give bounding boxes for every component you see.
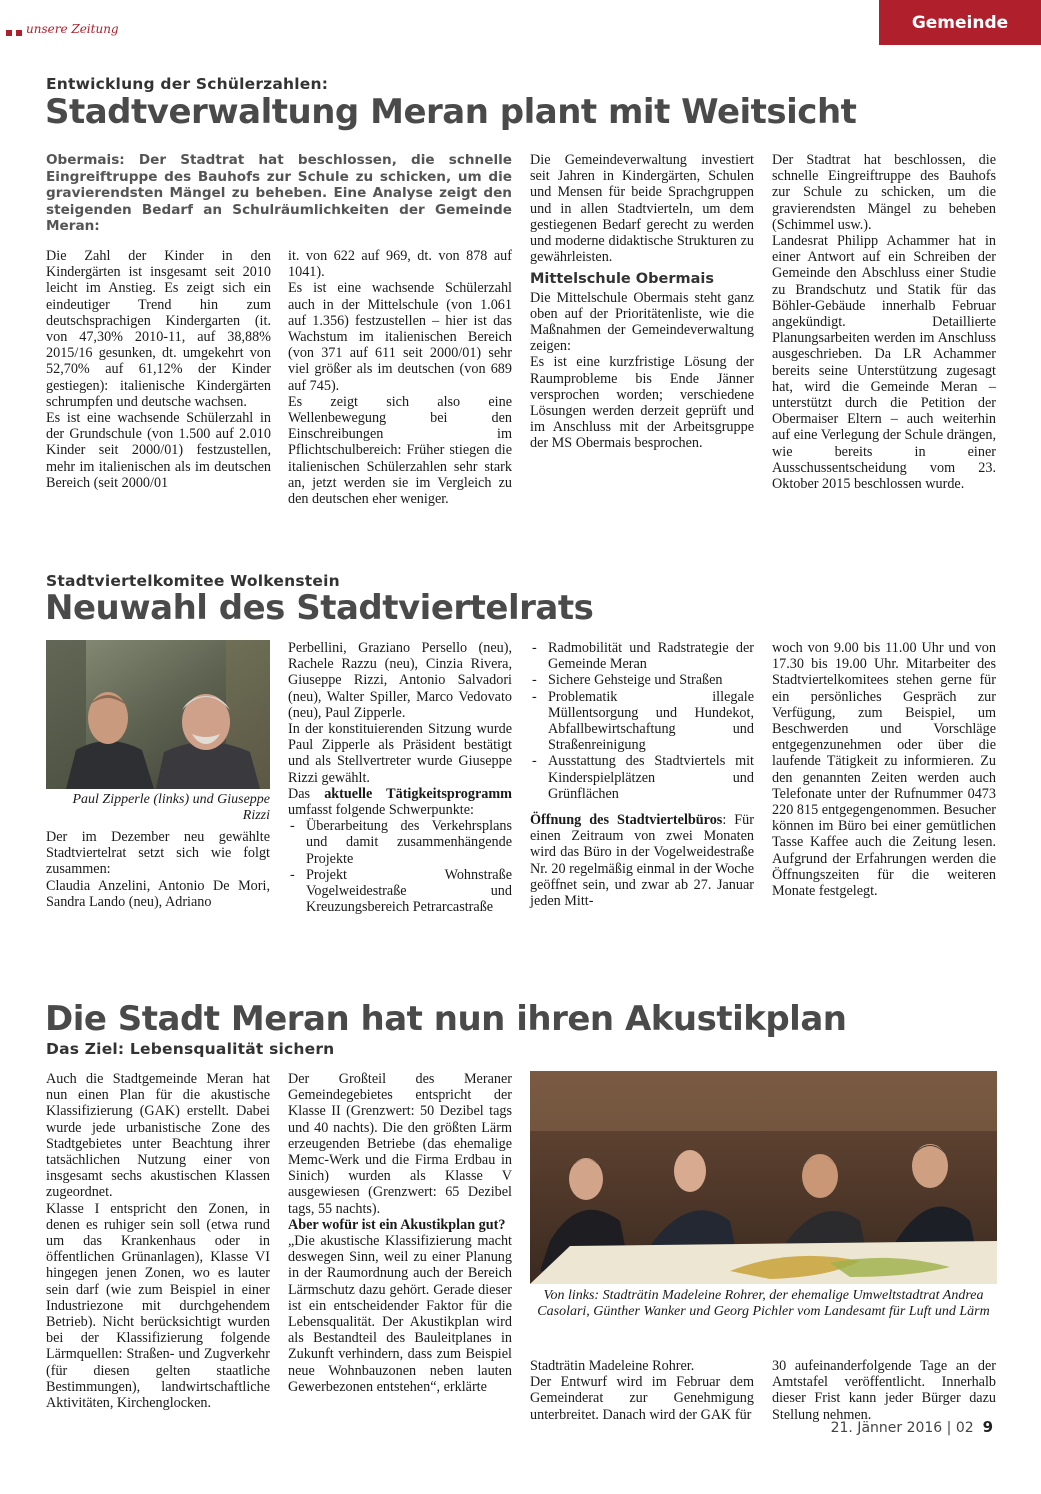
article3-col4 [772,1358,996,1423]
photo-illustration [46,640,270,789]
article2-kicker: Stadtviertelkomitee Wolkenstein [46,572,340,590]
article1-col1 [46,248,271,491]
paragraph: Es ist eine kurzfristige Lösung der Raumprobleme bis Ende Jänner versprochen worden; verschiedene Lösungen werden derzeit geprüft und im Anschluss mit der Arbeitsgruppe der MS Obermais besprochen. [530,354,754,452]
text: : Für einen Zeitraum von zwei Monaten wird das Büro in der Vogelweidestraße Nr. 20 regelmäßig einmal in der Woche geöffnet sein, und zwar ab 27. Januar jeden Mitt- [530,812,755,910]
paragraph: Die Zahl der Kinder in den Kindergärten ist insgesamt seit 2010 leicht im Anstieg. Es zeigt sich ein eindeutiger Trend hin zum deutschsprachigen Kindergarten (it. von 47,30% 2010-11, auf 38,88% 2015/16 gesunken, dt. umgekehrt von 52,70% auf 61,12% der Kinder gestiegen): italienische Kindergärten schrumpfen und deutsche wachsen. [46,248,271,410]
list-item: - Ausstattung des Stadtviertels mit Kinderspielplätzen und Grünflächen [530,753,754,802]
paragraph: „Die akustische Klassifizierung macht deswegen Sinn, weil zu einer Planung in der Raumordnung auch der Bereich Lärmschutz dazu gehört. Gerade dieser ist ein entscheidender Faktor für die Lebensqualität. Der Akustikplan wird als Bestandteil des Bauleitplanes in Zukunft verhindern, dass zum Beispiel neue Wohnbauzonen neben lauten Gewerbezonen entstehen“, erklärte [288,1233,512,1395]
photo-two-men [46,640,270,789]
page-number: 9 [982,1418,993,1436]
article2-photo-caption: Paul Zipperle (links) und Giuseppe Rizzi [72,792,270,823]
paragraph: Landesrat Philipp Achammer hat in einer Antwort auf ein Schreiben der Gemeinde den Abschluss einer Studie zu Brandschutz und Statik für das Böhler-Gebäude innerhalb Februar angekündigt. Detaillierte Planungsarbeiten werden im Anschluss ausgeschrieben. Da LR Achammer bereits seine Unterstützung zugesagt hat, wird die Gemeinde Meran – unterstützt durch die Petition der Obermaiser Eltern – auch weiterhin auf eine Verlegung der Schule drängen, wie bereits in einer Ausschussentscheidung vom 23. Oktober 2015 beschlossen wurde. [772,233,996,493]
paragraph: it. von 622 auf 969, dt. von 878 auf 1041). [288,248,512,281]
article2-headline: Neuwahl des Stadtviertelrats [45,588,594,628]
paragraph: Der Entwurf wird im Februar dem Gemeinderat zur Genehmigung unterbreitet. Danach wird der GAK für [530,1374,754,1423]
paragraph: Der Großteil des Meraner Gemeindegebietes entspricht der Klasse II (Grenzwert: 50 Dezibel tags und 40 nachts). Die den größten Lärm erzeugenden Betriebe (das ehemalige Memc-Werk und die Firma Erdbau in Sinich) wurden als Klasse V ausgewiesen (Grenzwert: 65 Dezibel tags, 55 nachts). [288,1071,512,1217]
list-item: - Problematik illegale Müllentsorgung und Hundekot, Abfallbewirtschaftung und Straßenreinigung [530,689,754,754]
page-footer [831,1418,993,1436]
header-mark-icon [6,30,12,36]
paragraph: Der im Dezember neu gewählte Stadtviertelrat setzt sich wie folgt zusammen: [46,829,270,878]
paragraph: Stadträtin Madeleine Rohrer. [530,1358,695,1374]
list-item: - Radmobilität und Radstrategie der Gemeinde Meran [530,640,754,672]
article3-kicker: Das Ziel: Lebensqualität sichern [46,1040,335,1058]
article3-headline: Die Stadt Meran hat nun ihren Akustikplan [45,999,847,1039]
article3-col2 [288,1071,512,1395]
text: Das [288,785,325,802]
paragraph: Die Mittelschule Obermais steht ganz oben auf der Prioritätenliste, wie die Maßnahmen der Gemeindeverwaltung zeigen: [530,289,754,355]
photo-illustration [530,1071,997,1284]
publication-name: unsere Zeitung [26,22,119,36]
program-list [288,818,512,915]
article2-col4 [772,640,996,899]
bold-text: Öffnung des Stadtviertelbüros [530,812,723,829]
paragraph: In der konstituierenden Sitzung wurde Paul Zipperle als Präsident bestätigt und als Stellvertreter wurde Giuseppe Rizzi gewählt. [288,721,512,786]
paragraph [530,812,754,909]
article2-col3 [530,640,754,909]
photo-press-conference [530,1071,997,1284]
subhead: Aber wofür ist ein Akustikplan gut? [288,1216,506,1233]
paragraph: Es zeigt sich also eine Wellenbewegung bei den Einschreibungen im Pflichtschulbereich: Früher stiegen die italienischen Schülerzahlen sehr stark an, jetzt werden sie im Vergleich zu den deutschen eher weniger. [288,393,512,508]
paragraph: 30 aufeinanderfolgende Tage an der Amtstafel veröffentlicht. Innerhalb dieser Frist kann jeder Bürger dazu Stellung nehmen. [772,1358,996,1423]
paragraph [288,786,512,818]
paragraph: woch von 9.00 bis 11.00 Uhr und von 17.30 bis 19.00 Uhr. Mitarbeiter des Stadtviertelkomitees stehen gerne für ein persönliches Gespräch zur Verfügung, zum Beispiel, um Beschwerden und Vorschläge entgegenzunehmen oder über die laufende Tätigkeit zu informieren. Zu den genannten Zeiten werden auch Telefonate unter der Rufnummer 0473 220 815 entgegengenommen. Besucher können im Büro bei einer gemütlichen Tasse Kaffee auch die Zeitung lesen. Aufgrund der Erfahrungen werden die Öffnungszeiten für die weiteren Monate festgelegt. [772,640,996,900]
paragraph: Auch die Stadtgemeinde Meran hat nun einen Plan für die akustische Klassifizierung (GAK) erstellt. Dabei wurde jede urbanistische Zone des Stadtgebietes unter Beachtung ihrer tatsächlichen Nutzung einer von insgesamt sechs akustischen Klassen zugeordnet. [46,1071,270,1201]
article3-photo-caption: Von links: Stadträtin Madeleine Rohrer, der ehemalige Umweltstadtrat Andrea Casolari, Günther Wanker und Georg Pichler vom Landesamt für Luft und Lärm [537,1288,990,1319]
list-item: - Projekt Wohnstraße Vogelweidestraße und Kreuzungsbereich Petrarcastraße [288,867,512,916]
article1-col4 [772,152,996,492]
article1-lead: Obermais: Der Stadtrat hat beschlossen, die schnelle Eingreiftruppe des Bauhofs zur Schule zu schicken, um die gravierendsten Mängel zu beheben. Eine Analyse zeigt den steigenden Bedarf an Schulräumlichkeiten der Gemeinde Meran: [46,152,512,234]
paragraph: Claudia Anzelini, Antonio De Mori, Sandra Lando (neu), Adriano [46,877,270,910]
paragraph: Perbellini, Graziano Persello (neu), Rachele Razzu (neu), Cinzia Rivera, Giuseppe Rizzi, Antonio Salvadori (neu), Walter Spiller, Marco Vedovato (neu), Paul Zipperle. [288,640,512,721]
article1-col3 [530,152,754,452]
section-tab: Gemeinde [879,0,1041,45]
program-list [530,640,754,802]
paragraph: Es ist eine wachsende Schülerzahl in der Grundschule (von 1.500 auf 2.010 Kinder seit 2000/01) festzustellen, mehr im italienischen als im deutschen Bereich (seit 2000/01 [46,410,271,491]
header-mark-icon [16,30,22,36]
article1-kicker: Entwicklung der Schülerzahlen: [46,75,329,93]
article2-col1 [46,829,270,910]
list-item: - Überarbeitung des Verkehrsplans und damit zusammenhängende Projekte [288,818,512,867]
article2-col2 [288,640,512,915]
article3-col1 [46,1071,270,1411]
article3-col3 [530,1358,754,1423]
subhead: Mittelschule Obermais [530,271,714,288]
paragraph: Der Stadtrat hat beschlossen, die schnelle Eingreiftruppe des Bauhofs zur Schule zu schicken, um die gravierendsten Mängel zu beheben (Schimmel usw.). [772,152,996,233]
paragraph: Klasse I entspricht den Zonen, in denen es ruhiger sein soll (etwa rund um das Krankenhaus oder in öffentlichen Grünanlagen), Klasse VI hingegen jenen Zonen, wo es lauter sein darf (wie zum Beispiel in einer Industriezone mit durchgehendem Betrieb). Nicht berücksichtigt wurden bei der Klassifizierung folgende Lärmquellen: Straßen- und Zugverkehr (für diesen gelten staatliche Bestimmungen), landwirtschaftliche Aktivitäten, Kirchenglocken. [46,1200,270,1412]
article1-col2 [288,248,512,507]
list-item: - Sichere Gehsteige und Straßen [530,672,754,688]
article1-headline: Stadtverwaltung Meran plant mit Weitsicht [45,92,857,132]
paragraph: Die Gemeindeverwaltung investiert seit Jahren in Kindergärten, Schulen und Mensen für beide Sprachgruppen und in allen Stadtvierteln, um dem gestiegenen Bedarf gerecht zu werden und moderne didaktische Strukturen zu gewährleisten. [530,152,754,266]
text: umfasst folgende Schwerpunkte: [288,802,474,819]
paragraph: Es ist eine wachsende Schülerzahl auch in der Mittelschule (von 1.061 auf 1.356) festzustellen – hier ist das Wachstum im italienischen Bereich (von 371 auf 611 seit 2000/01) sehr viel größer als im deutschen (von 689 auf 745). [288,280,512,394]
issue-date: 21. Jänner 2016 | 02 [830,1420,974,1436]
bold-text: aktuelle Tätigkeitsprogramm [324,785,512,802]
